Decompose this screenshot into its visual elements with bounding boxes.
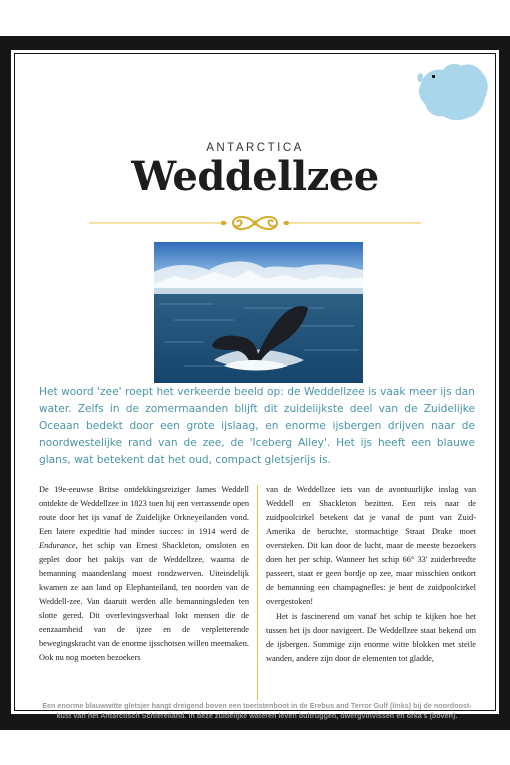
lead-paragraph: Het woord 'zee' roept het verkeerde beeld op: de Weddellzee is vaak meer ijs dan water. Zelfs in de zomermaanden blijft dit zuidelijkste deel van de Zuidelijke Oceaan bedekt door een grote ijslaag, en enorme ijsbergen drijven naar de noordwestelijke rand van de zee, de 'Iceberg Alley'. Het ijs heeft een blauwe glans, wat betekent dat het oud, compact gletsjerijs is. — [39, 386, 475, 466]
body-paragraph: van de Weddellzee iets van de avontuurlijke inslag van Weddell en Shackleton bezitten. Een reis naar de zuidpoolcirkel betekent dat je vanaf de punt van Zuid-Amerika de beruchte, stormachtige Straat Drake moet oversteken. Dit kan door de lucht, maar de meeste bezoekers doen het per schip. Wanneer het schip 66° 33' zuiderbreedte passeert, staat er geen bordje op zee, maar misschien ontkort de bemanning een champagnefles: je bent de zuidpoolcirkel overgestoken! — [266, 485, 476, 606]
whale-tail-photo — [154, 242, 363, 383]
body-paragraph — [39, 483, 249, 665]
column-divider — [257, 485, 258, 700]
body-column-left — [39, 483, 249, 666]
photo-caption: Een enorme blauwwitte gletsjer hangt dreigend boven een toeristenboot in de Erebus and Terror Gulf (links) bij de noordoost-kust van het Antarctisch Schiereiland. In deze zuidelijke wateren leven bultruggen, dwergvinvissen en orka's (boven). — [42, 701, 472, 720]
body-columns — [39, 483, 475, 701]
page — [11, 50, 499, 720]
body-text: , het schip van Ernest Shackleton, omsloten en geplet door het pakijs van de Weddellzee, waarna de bemanning maandenlang moest rondzwerven. Uiteindelijk kwamen ze aan land op Elephanteiland, ten noorden van de Weddell-zee. Van daaruit werden alle bemanningsleden ten slotte gered. Dit overlevingsverhaal lokt mensen die de eenzaamheid van de ijzee en de verpletterende bewegingskracht van de enorme ijsschotsen willen meemaken. Ook nu nog moeten bezoekers — [39, 541, 249, 662]
body-paragraph: Het is fascinerend om vanaf het schip te kijken hoe het tussen het ijs door navigeert. De Weddellzee staat bekend om de ijsbergen. Sommige zijn enorme witte blokken met steile wanden, andere zijn door de elementen tot gladde, — [266, 612, 476, 663]
page-title: Weddellzee — [131, 153, 379, 200]
ship-name: Endurance — [39, 541, 76, 550]
antarctica-map-icon — [413, 58, 491, 124]
body-column-right — [266, 483, 476, 667]
gold-scroll-ornament-icon — [89, 213, 421, 233]
page-frame — [0, 36, 510, 730]
section-kicker: ANTARCTICA — [206, 142, 304, 154]
body-text: De 19e-eeuwse Britse ontdekkingsreiziger James Weddell ontdekte de Weddellzee in 1823 toen hij een verrassende open route door het ijs vanaf de Zuidelijke Orkneyeilanden vond. Een latere expeditie had minder succes: in 1914 werd de — [39, 485, 249, 536]
